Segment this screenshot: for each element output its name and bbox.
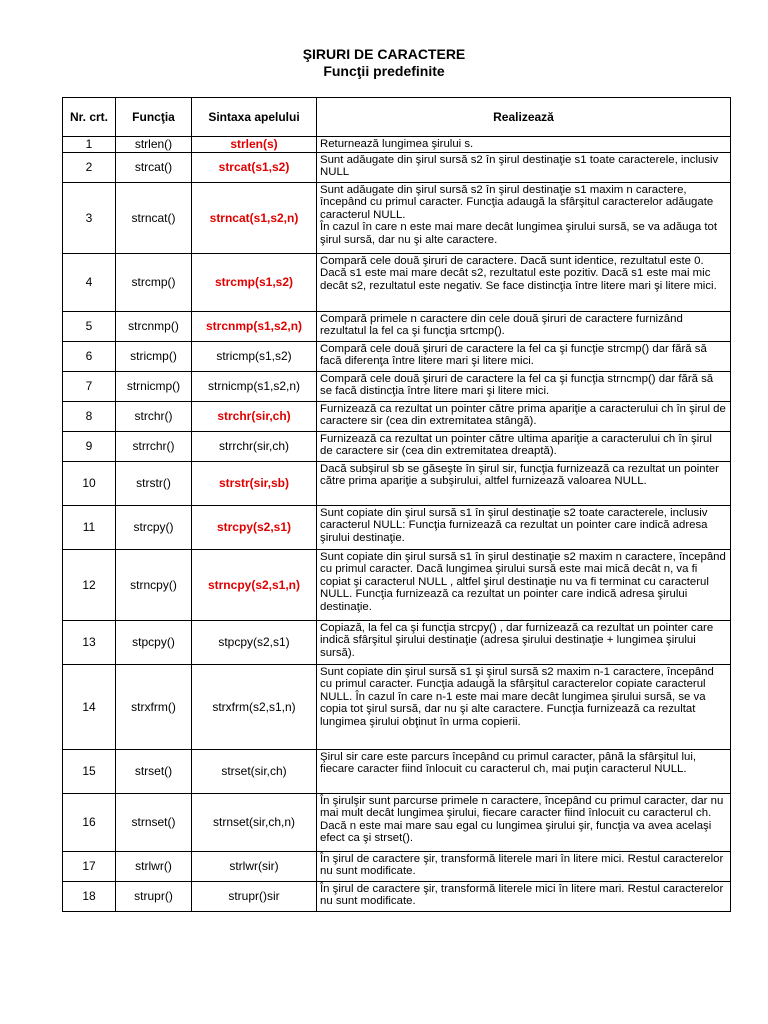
row-number: 7 bbox=[63, 372, 116, 402]
function-syntax: strxfrm(s2,s1,n) bbox=[192, 665, 317, 750]
row-number: 8 bbox=[63, 402, 116, 432]
table-row bbox=[63, 462, 731, 506]
table-row bbox=[63, 750, 731, 794]
function-syntax: strncat(s1,s2,n) bbox=[192, 183, 317, 254]
function-name: strcmp() bbox=[116, 254, 192, 312]
function-description: Sunt adăugate din şirul sursă s2 în şirul destinaţie s1 toate caracterele, inclusiv NULL bbox=[317, 153, 731, 183]
function-description: Copiază, la fel ca şi funcţia strcpy() , dar furnizează ca rezultat un pointer care indică sfârşitul şirului destinaţie (adresa şirului destinaţie + lungimea şirului sursă). bbox=[317, 621, 731, 665]
function-syntax: stricmp(s1,s2) bbox=[192, 342, 317, 372]
table-row bbox=[63, 137, 731, 153]
table-row bbox=[63, 183, 731, 254]
function-syntax: strnset(sir,ch,n) bbox=[192, 794, 317, 852]
function-syntax: stpcpy(s2,s1) bbox=[192, 621, 317, 665]
header-realizeaza: Realizează bbox=[317, 98, 731, 137]
row-number: 12 bbox=[63, 550, 116, 621]
page-title: ŞIRURI DE CARACTERE bbox=[302, 46, 466, 62]
row-number: 3 bbox=[63, 183, 116, 254]
table-row bbox=[63, 372, 731, 402]
row-number: 2 bbox=[63, 153, 116, 183]
function-description: Dacă subşirul sb se găseşte în şirul sir, funcţia furnizează ca rezultat un pointer către prima apariţie a subşirului, altfel furnizează valoarea NULL. bbox=[317, 462, 731, 506]
function-syntax: strcnmp(s1,s2,n) bbox=[192, 312, 317, 342]
row-number: 1 bbox=[63, 137, 116, 153]
function-name: stpcpy() bbox=[116, 621, 192, 665]
function-description: Sunt copiate din şirul sursă s1 în şirul destinaţie s2 toate caracterele, inclusiv caracterul NULL: Funcţia furnizează ca rezultat un pointer care indică adresa şirului destinaţie. bbox=[317, 506, 731, 550]
functions-table bbox=[62, 97, 731, 912]
function-syntax: strchr(sir,ch) bbox=[192, 402, 317, 432]
function-description: Compară primele n caractere din cele două şiruri de caractere furnizând rezultatul la fel ca şi funcţia srtcmp(). bbox=[317, 312, 731, 342]
function-syntax: strlwr(sir) bbox=[192, 852, 317, 882]
row-number: 4 bbox=[63, 254, 116, 312]
function-description: Compară cele două şiruri de caractere. Dacă sunt identice, rezultatul este 0. Dacă s1 este mai mare decât s2, rezultatul este pozitiv. Dacă s1 este mai mic decât s2, rezultatul este negativ. Se face distincţia între litere mari şi litere mici. bbox=[317, 254, 731, 312]
function-syntax: strset(sir,ch) bbox=[192, 750, 317, 794]
row-number: 14 bbox=[63, 665, 116, 750]
function-description: În şirul de caractere şir, transformă literele mari în litere mici. Restul caracterelor nu sunt modificate. bbox=[317, 852, 731, 882]
row-number: 9 bbox=[63, 432, 116, 462]
header-nr: Nr. crt. bbox=[63, 98, 116, 137]
table-row bbox=[63, 402, 731, 432]
row-number: 15 bbox=[63, 750, 116, 794]
table-row bbox=[63, 621, 731, 665]
row-number: 10 bbox=[63, 462, 116, 506]
function-syntax: strrchr(sir,ch) bbox=[192, 432, 317, 462]
row-number: 13 bbox=[63, 621, 116, 665]
function-name: strncat() bbox=[116, 183, 192, 254]
function-name: strcnmp() bbox=[116, 312, 192, 342]
table-row bbox=[63, 254, 731, 312]
function-syntax: strlen(s) bbox=[192, 137, 317, 153]
function-syntax: strstr(sir,sb) bbox=[192, 462, 317, 506]
table-row bbox=[63, 550, 731, 621]
function-name: strnset() bbox=[116, 794, 192, 852]
function-syntax: strcat(s1,s2) bbox=[192, 153, 317, 183]
function-description: În şirul de caractere şir, transformă literele mici în litere mari. Restul caracterelor nu sunt modificate. bbox=[317, 882, 731, 912]
function-name: strstr() bbox=[116, 462, 192, 506]
table-body bbox=[63, 137, 731, 912]
table-row bbox=[63, 432, 731, 462]
table-row bbox=[63, 342, 731, 372]
function-name: strcpy() bbox=[116, 506, 192, 550]
function-description: Sunt copiate din şirul sursă s1 şi şirul sursă s2 maxim n-1 caractere, începând cu primul caracter. Funcţia adaugă la sfârşitul caracterelor copiate caracterul NULL. În cazul în care n-1 este mai mare decât lungimea şirului sursă, se va copia tot şirul sursă, dar nu şi alte caractere. Funcţia furnizează ca rezultat lungimea şirului obţinut în urma copierii. bbox=[317, 665, 731, 750]
function-name: strset() bbox=[116, 750, 192, 794]
table-row bbox=[63, 312, 731, 342]
page-subtitle: Funcţii predefinite bbox=[323, 63, 445, 79]
function-description: Sunt adăugate din şirul sursă s2 în şirul destinaţie s1 maxim n caractere, începând cu primul caracter. Funcţia adaugă la sfârşitul caracterelor adăugate caracterul NULL. În cazul în care n este mai mare decât lungimea şirului sursă, se va adăuga tot şirul sursă, dar nu şi alte caractere. bbox=[317, 183, 731, 254]
function-syntax: strcmp(s1,s2) bbox=[192, 254, 317, 312]
header-functia: Funcţia bbox=[116, 98, 192, 137]
function-name: strncpy() bbox=[116, 550, 192, 621]
function-syntax: strupr()sir bbox=[192, 882, 317, 912]
function-syntax: strcpy(s2,s1) bbox=[192, 506, 317, 550]
document-title-block bbox=[0, 46, 768, 80]
function-syntax: strncpy(s2,s1,n) bbox=[192, 550, 317, 621]
function-name: strupr() bbox=[116, 882, 192, 912]
function-name: strcat() bbox=[116, 153, 192, 183]
function-syntax: strnicmp(s1,s2,n) bbox=[192, 372, 317, 402]
row-number: 18 bbox=[63, 882, 116, 912]
function-description: Compară cele două şiruri de caractere la fel ca şi funcţia strncmp() dar fără să se facă distincţia între litere mari şi litere mici. bbox=[317, 372, 731, 402]
function-name: strchr() bbox=[116, 402, 192, 432]
function-name: strrchr() bbox=[116, 432, 192, 462]
function-description: Compară cele două şiruri de caractere la fel ca şi funcţie strcmp() dar fără să facă diferenţa între litere mari şi litere mici. bbox=[317, 342, 731, 372]
function-description: Şirul sir care este parcurs începând cu primul caracter, până la sfârşitul lui, fiecare caracter fiind înlocuit cu caracterul ch, mai puţin caracterul NULL. bbox=[317, 750, 731, 794]
table-row bbox=[63, 852, 731, 882]
row-number: 16 bbox=[63, 794, 116, 852]
function-description: Returnează lungimea şirului s. bbox=[317, 137, 731, 153]
function-description: Furnizează ca rezultat un pointer către ultima apariţie a caracterului ch în şirul de caractere sir (cea din extremitatea dreaptă). bbox=[317, 432, 731, 462]
row-number: 17 bbox=[63, 852, 116, 882]
function-name: strlwr() bbox=[116, 852, 192, 882]
row-number: 11 bbox=[63, 506, 116, 550]
header-sintaxa: Sintaxa apelului bbox=[192, 98, 317, 137]
function-description: Sunt copiate din şirul sursă s1 în şirul destinaţie s2 maxim n caractere, începând cu primul caracter. Dacă lungimea şirului sursă este mai mică decât n, va fi copiat şi caracterul NULL , altfel şirul destinaţie nu va fi terminat cu caracterul NULL. Funcţia furnizează ca rezultat un pointer care indică adresa şirului destinaţie. bbox=[317, 550, 731, 621]
function-description: În şirulşir sunt parcurse primele n caractere, începând cu primul caracter, dar nu mai mult decât lungimea şirului, fiecare caracter fiind înlocuit cu caracterul ch. Dacă n este mai mare sau egal cu lungimea şirului şir, funcţia va avea acelaşi efect ca şi strset(). bbox=[317, 794, 731, 852]
table-header-row bbox=[63, 98, 731, 137]
function-name: strxfrm() bbox=[116, 665, 192, 750]
row-number: 6 bbox=[63, 342, 116, 372]
function-name: strnicmp() bbox=[116, 372, 192, 402]
table-row bbox=[63, 153, 731, 183]
table-row bbox=[63, 506, 731, 550]
table-row bbox=[63, 665, 731, 750]
table-row bbox=[63, 794, 731, 852]
function-name: stricmp() bbox=[116, 342, 192, 372]
function-description: Furnizează ca rezultat un pointer către prima apariţie a caracterului ch în şirul de caractere sir (cea din extremitatea stângă). bbox=[317, 402, 731, 432]
row-number: 5 bbox=[63, 312, 116, 342]
function-name: strlen() bbox=[116, 137, 192, 153]
table-row bbox=[63, 882, 731, 912]
